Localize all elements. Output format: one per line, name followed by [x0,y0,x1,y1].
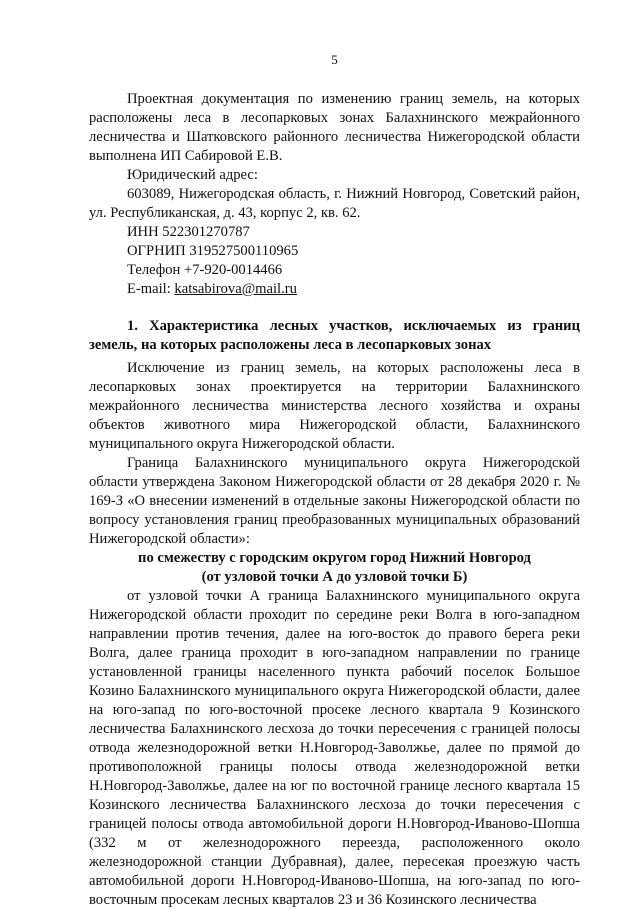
section-paragraph-2: Граница Балахнинского муниципального округа Нижегородской области утверждена Законом Нижегородской области от 28 декабря 2020 г. № 169-З «О внесении изменений в отдельные законы Нижегородской области по вопросу установления границ преобразованных муниципальных образований Нижегородской области»: [89,455,580,547]
address-text: 603089, Нижегородская область, г. Нижний Новгород, Советский район, ул. Республиканская, д. 43, корпус 2, кв. 62. [89,186,580,221]
section-paragraph-3: от узловой точки А граница Балахнинского муниципального округа Нижегородской области проходит по середине реки Волга в юго-западном направлении против течения, далее на юго-восток до правого берега реки Волга, далее граница проходит в юго-западном направлении по границе установленной границы населенного пункта рабочий поселок Большое Козино Балахнинского муниципального округа Нижегородской области, далее на юго-запад по юго-восточной просеке лесного квартала 9 Козинского лесничества Балахнинского лесхоза до точки пересечения с границей полосы отвода железнодорожной ветки Н.Новгород-Заволжье, далее по прямой до противоположной границы полосы отвода железнодорожной ветки Н.Новгород-Заволжье, далее на юг по восточной границе лесного квартала 15 Козинского лесничества Балахнинского лесхоза до точки пересечения с границей полосы отвода автомобильной дороги Н.Новгород-Иваново-Шопша (332 м от железнодорожного переезда, расположенного около железнодорожной станции Дубравная), далее, пересекая проезжую часть автомобильной дороги Н.Новгород-Иваново-Шопша, на юго-запад по юго-восточным просекам лесных кварталов 23 и 36 Козинского лесничества [89,588,580,908]
email-link[interactable]: katsabirova@mail.ru [174,281,297,297]
inn-line: ИНН 522301270787 [127,224,250,240]
phone-line: Телефон +7-920-0014466 [127,262,283,278]
page-number: 5 [331,52,338,67]
email-label: E-mail: [127,281,175,297]
subheading-line-1: по смежеству с городским округом город Нижний Новгород [138,550,531,566]
ogrnip-line: ОГРНИП 319527500110965 [127,243,299,259]
section-paragraph-1: Исключение из границ земель, на которых расположены леса в лесопарковых зонах проектируется на территории Балахнинского межрайонного лесничества министерства лесного хозяйства и охраны объектов животного мира Нижегородской области, Балахнинского муниципального округа Нижегородской области. [89,360,580,452]
email-line [89,280,580,299]
intro-paragraph: Проектная документация по изменению границ земель, на которых расположены леса в лесопарковых зонах Балахнинского межрайонного лесничества и Шатковского районного лесничества Нижегородской области выполнена ИП Сабировой Е.В. [89,91,580,164]
address-label: Юридический адрес: [127,167,258,183]
section-heading: 1. Характеристика лесных участков, исключаемых из границ земель, на которых расположены леса в лесопарковых зонах [89,318,580,353]
subheading-line-2: (от узловой точки А до узловой точки Б) [201,569,468,585]
document-body [89,90,580,910]
